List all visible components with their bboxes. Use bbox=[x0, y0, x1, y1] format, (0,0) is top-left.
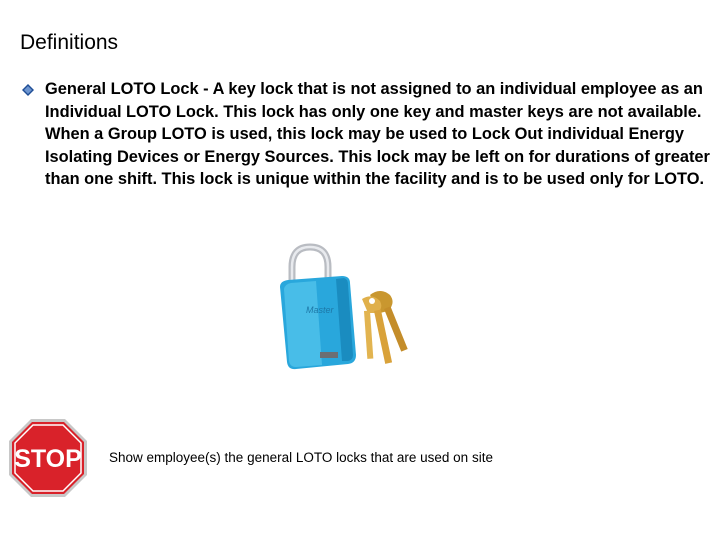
stop-sign-label: STOP bbox=[14, 445, 82, 473]
padlock-body bbox=[280, 276, 356, 369]
instruction-note: Show employee(s) the general LOTO locks that are used on site bbox=[109, 450, 493, 465]
stop-sign-icon bbox=[8, 418, 88, 498]
svg-text:Master: Master bbox=[306, 305, 334, 315]
bullet-text: General LOTO Lock - A key lock that is not assigned to an individual employee as an Individual LOTO Lock. This lock has only one key and master keys are not available. When a Group LOTO is used, this lock may be used to Lock Out individual Energy Isolating Devices or Energy Sources. This lock may be left on for durations of greater than one shift. This lock is unique within the facility and is to be used only for LOTO. bbox=[45, 80, 710, 188]
diamond-bullet-icon bbox=[22, 84, 34, 96]
bullet-item bbox=[22, 78, 712, 191]
page-title: Definitions bbox=[20, 31, 119, 54]
padlock-with-keys-image bbox=[276, 243, 416, 376]
key-set-image bbox=[362, 291, 408, 364]
